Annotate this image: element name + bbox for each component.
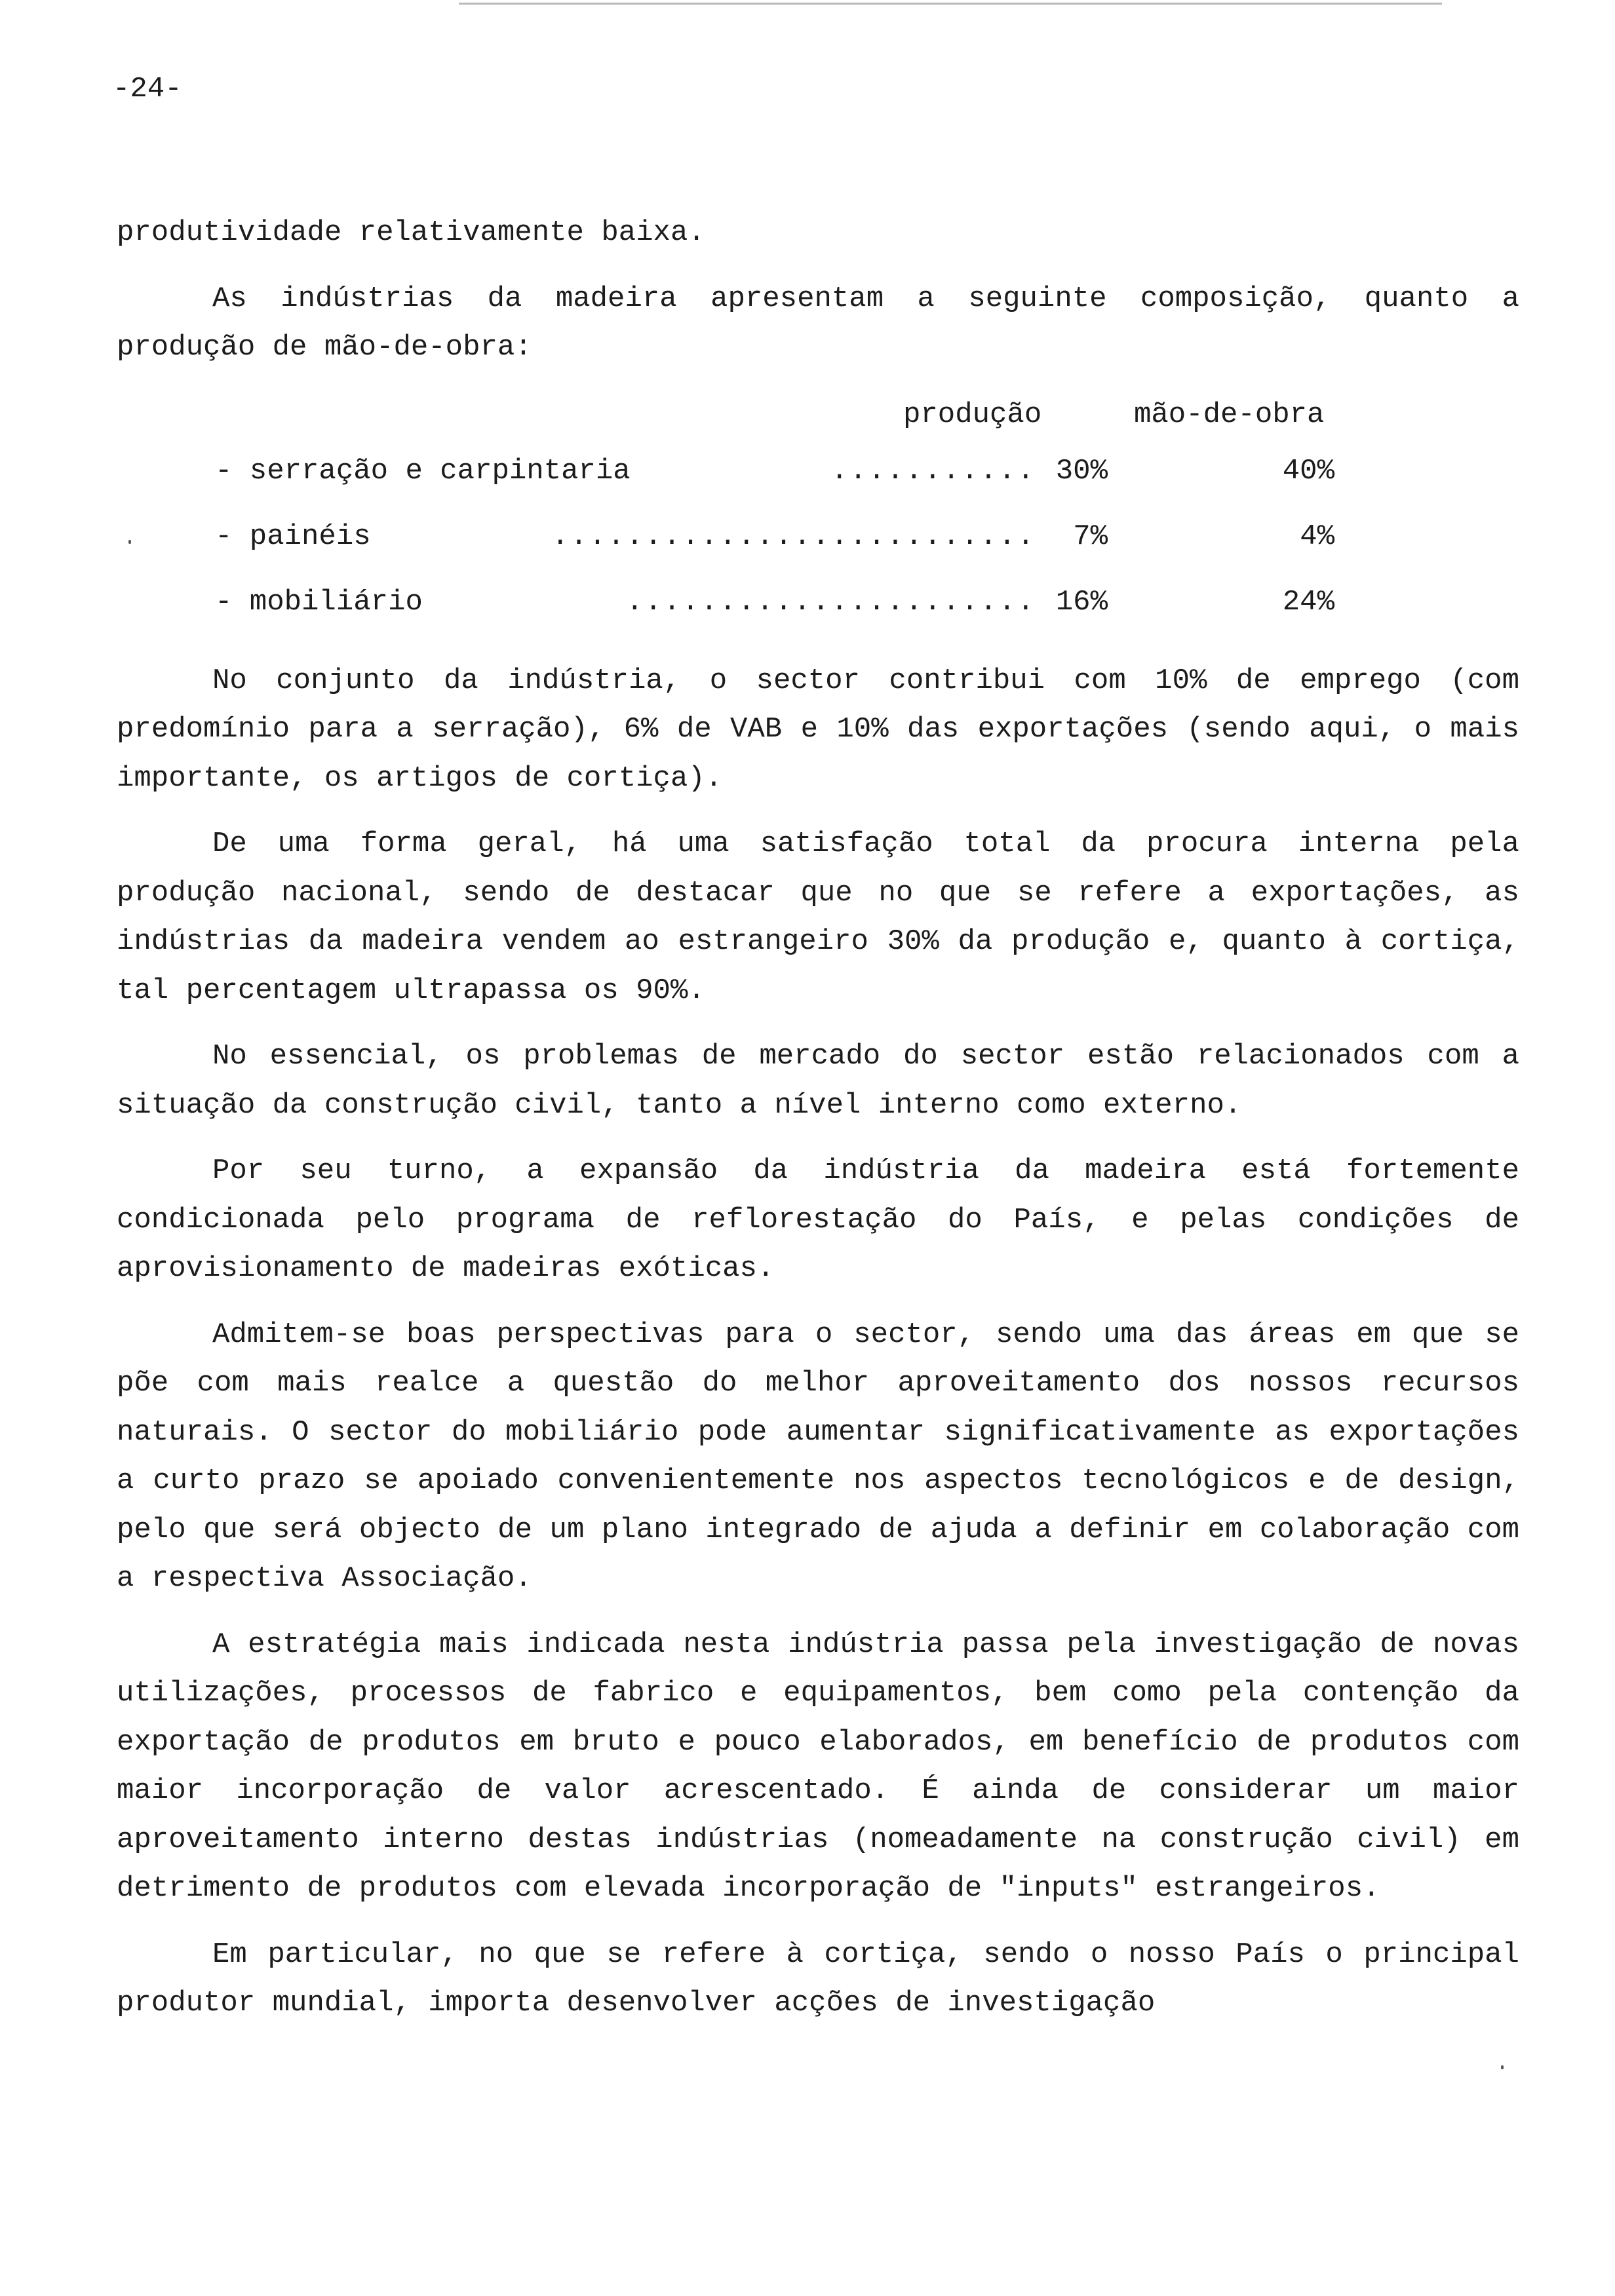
- composition-table: [117, 391, 1519, 642]
- column-header-producao: produção: [903, 398, 1042, 431]
- value-mao-de-obra: 4%: [1300, 520, 1334, 553]
- paragraph-strategy: A estratégia mais indicada nesta indústria passa pela investigação de novas utilizações, processos de fabrico e equipamentos, bem como pela contenção da exportação de produtos em bruto e pouco elaborados, em benefício de produtos com maior incorporação de valor acrescentado. É ainda de considerar um maior aproveitamento interno destas indústrias (nomeadamente na construção civil) em detrimento de produtos com elevada incorporação de "inputs" estrangeiros.: [117, 1628, 1519, 1905]
- paragraph-cork: Em particular, no que se refere à cortiça, sendo o nosso País o principal produtor mundial, importa desenvolver acções de investigação: [117, 1938, 1519, 2019]
- paragraph-expansion: Por seu turno, a expansão da indústria da madeira está fortemente condicionada pelo programa de reflorestação do País, e pelas condições de aprovisionamento de madeiras exóticas.: [117, 1155, 1519, 1285]
- paragraph-continuation: produtividade relativamente baixa.: [117, 216, 705, 249]
- top-scan-rule: [459, 3, 1442, 5]
- leader-dots: ......................: [626, 585, 1036, 619]
- row-label: - serração e carpintaria: [215, 454, 631, 488]
- value-producao: 16%: [1055, 585, 1108, 619]
- value-mao-de-obra: 24%: [1282, 585, 1334, 619]
- row-label: - painéis: [215, 520, 371, 553]
- paragraph-employment: No conjunto da indústria, o sector contribui com 10% de emprego (com predomínio para a serração), 6% de VAB e 10% das exportações (sendo aqui, o mais importante, os artigos de cortiça).: [117, 664, 1519, 795]
- paragraph-intro-table: As indústrias da madeira apresentam a seguinte composição, quanto a produção de mão-de-obra:: [117, 282, 1519, 364]
- value-producao: 30%: [1055, 454, 1108, 488]
- table-row: [215, 578, 1395, 626]
- row-label: - mobiliário: [215, 585, 423, 619]
- document-body: [117, 208, 1519, 2045]
- paragraph-market-problems: No essencial, os problemas de mercado do sector estão relacionados com a situação da construção civil, tanto a nível interno como externo.: [117, 1040, 1519, 1122]
- page-number: -24-: [113, 73, 182, 105]
- value-producao: 7%: [1073, 520, 1108, 553]
- leader-dots: ...........: [830, 454, 1036, 488]
- table-row: [215, 512, 1395, 561]
- column-header-mao-de-obra: mão-de-obra: [1134, 398, 1325, 431]
- leader-dots: ..........................: [551, 520, 1036, 553]
- value-mao-de-obra: 40%: [1282, 454, 1334, 488]
- paragraph-perspectives: Admitem-se boas perspectivas para o sector, sendo uma das áreas em que se põe com mais realce a questão do melhor aproveitamento dos nossos recursos naturais. O sector do mobiliário pode aumentar significativamente as exportações a curto prazo se apoiado convenientemente nos aspectos tecnológicos e de design, pelo que será objecto de um plano integrado de ajuda a definir em colaboração com a respectiva Associação.: [117, 1318, 1519, 1595]
- scan-speck: [128, 540, 131, 544]
- table-row: [215, 447, 1395, 495]
- paragraph-demand: De uma forma geral, há uma satisfação total da procura interna pela produção nacional, sendo de destacar que no que se refere a exportações, as indústrias da madeira vendem ao estrangeiro 30% da produção e, quanto à cortiça, tal percentagem ultrapassa os 90%.: [117, 828, 1519, 1007]
- scan-speck: [1501, 2065, 1504, 2069]
